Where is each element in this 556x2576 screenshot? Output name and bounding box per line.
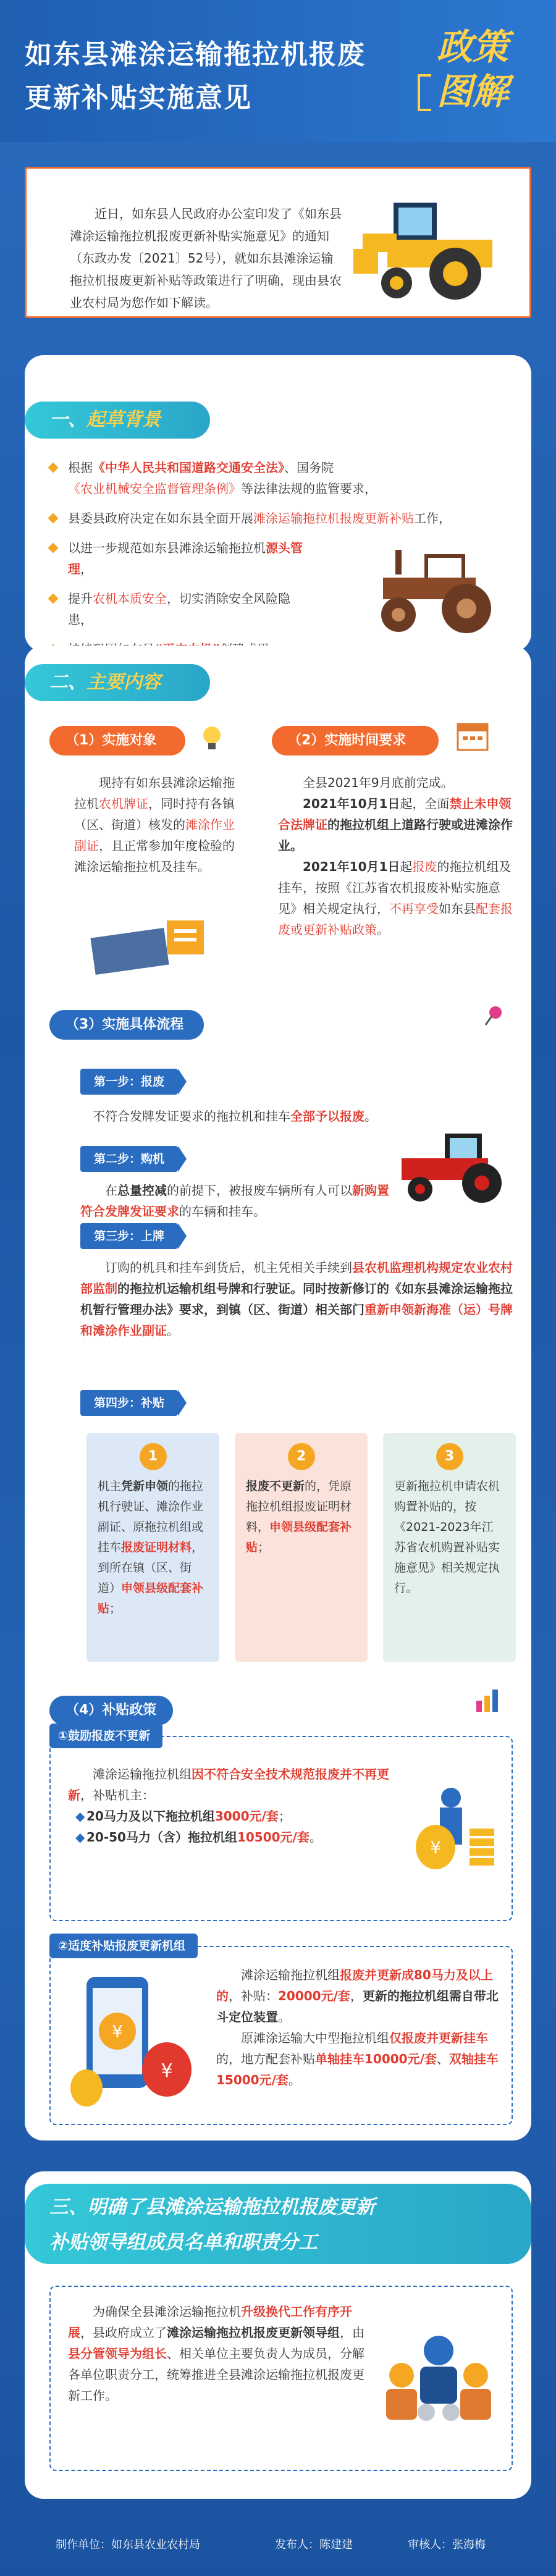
footer-maker: 制作单位：如东县农业农村局 xyxy=(56,2538,200,2551)
card-text: 机主凭新申领的拖拉机行驶证、滩涂作业副证、原拖拉机组或挂车报废证明材料，到所在镇（区、街道）申领县级配套补贴； xyxy=(98,1480,204,1615)
card-text: 报废不更新的，凭原拖拉机组报废证明材料，申领县级配套补贴； xyxy=(246,1480,352,1554)
section2-title-prefix: 二、 xyxy=(49,671,86,693)
step1-tag: 第一步：报废 xyxy=(80,1069,178,1095)
intro-text: 近日，如东县人民政府办公室印发了《如东县滩涂运输拖拉机报废更新补贴实施意见》的通知（东政办发〔2021〕52号），就如东县滩涂运输拖拉机报废更新补贴等政策进行了明确，现由县农业农村局为您作如下解读。 xyxy=(70,206,342,310)
page-title-line2: 更新补贴实施意见 xyxy=(25,82,252,114)
list-item: 提升农机本质安全，切实消除安全风险隐患， xyxy=(49,588,309,630)
bar-chart-icon xyxy=(473,1683,503,1714)
subsidy-card-2 xyxy=(235,1433,368,1662)
badge-line2: 图解 xyxy=(436,70,508,112)
sub2-text xyxy=(278,772,513,940)
page-title-line1: 如东县滩涂运输拖拉机报废 xyxy=(25,39,366,70)
svg-text:¥: ¥ xyxy=(430,1837,441,1858)
sub1-label: （1）实施对象 xyxy=(49,726,185,756)
step2-tag: 第二步：购机 xyxy=(80,1146,178,1172)
sub2-p1: 全县2021年9月底前完成。 xyxy=(303,775,453,790)
box2-text: 滩涂运输拖拉机组报废并更新成80马力及以上的，补贴：20000元/套，更新的拖拉机组需自带北斗定位装置。 原滩涂运输大中型拖拉机组仅报废并更新挂车的，地方配套补贴单轴挂车10000元/套、双轴挂车15000元/套。 xyxy=(216,1968,499,2087)
list-item: ◆ 20马力及以下拖拉机组3000元/套； xyxy=(75,1809,291,1824)
phone-payment-icon xyxy=(62,1971,204,2113)
badge-bracket xyxy=(418,74,431,111)
card-number: 1 xyxy=(140,1443,167,1470)
list-item: ◆ 20-50马力（含）拖拉机组10500元/套。 xyxy=(75,1830,322,1845)
section2-title: 主要内容 xyxy=(86,671,161,693)
section3-text: 为确保全县滩涂运输拖拉机升级换代工作有序开展，县政府成立了滩涂运输拖拉机报废更新领导组，由县分管领导为组长、相关单位主要负责人为成员，分解各单位职责分工，统筹推进全县滩涂运输拖拉机报废更新工作。 xyxy=(68,2304,364,2403)
section2-heading xyxy=(25,664,210,701)
box1-label: ①鼓励报废不更新 xyxy=(49,1724,162,1748)
sub2-p2: 2021年10月1日起，全面禁止未申领合法牌证的拖拉机组上道路行驶或进滩涂作业。 xyxy=(278,796,513,853)
lightbulb-icon xyxy=(196,720,227,757)
sub4-label: （4）补贴政策 xyxy=(49,1696,173,1725)
section1-heading xyxy=(25,402,210,439)
card-number: 3 xyxy=(436,1443,463,1470)
money-bag-coins-icon xyxy=(402,1785,507,1878)
svg-text:¥: ¥ xyxy=(161,2060,173,2082)
calendar-icon xyxy=(454,717,491,754)
list-item: 根据《中华人民共和国道路交通安全法》、国务院《农业机械安全监督管理条例》等法律法规的监管要求， xyxy=(49,457,500,499)
subsidy-card-3 xyxy=(383,1433,516,1662)
step3-tag: 第三步：上牌 xyxy=(80,1223,178,1249)
pushpin-icon xyxy=(482,1004,507,1029)
intro-box xyxy=(25,167,531,318)
list-item: 以进一步规范如东县滩涂运输拖拉机源头管理， xyxy=(49,537,309,579)
license-card-icon xyxy=(86,914,210,976)
red-tractor-icon xyxy=(395,1130,513,1205)
card-text: 更新拖拉机申请农机购置补贴的，按《2021-2023年江苏省农机购置补贴实施意见》相关规定执行。 xyxy=(394,1480,500,1595)
old-tractor-icon xyxy=(371,544,507,636)
box2-label: ②适度补贴报废更新机组 xyxy=(49,1934,198,1958)
sub2-label: （2）实施时间要求 xyxy=(272,726,439,756)
leadership-team-icon xyxy=(371,2326,507,2443)
section3-title-line2: 补贴领导组成员名单和职责分工 xyxy=(49,2231,318,2254)
section1-title-prefix: 一、 xyxy=(49,409,86,431)
step4-tag: 第四步：补贴 xyxy=(80,1390,178,1416)
page-header xyxy=(0,0,556,142)
sub2-p3: 2021年10月1日起报废的拖拉机组及挂车，按照《江苏省农机报废补贴实施意见》相关规定执行，不再享受如东县配套报废或更新补贴政策。 xyxy=(278,859,513,937)
subsidy-card-1 xyxy=(86,1433,219,1662)
yellow-tractor-icon xyxy=(350,190,517,301)
page-footer xyxy=(0,2514,556,2576)
svg-text:¥: ¥ xyxy=(112,2021,123,2042)
section3-title-line1: 三、明确了县滩涂运输拖拉机报废更新 xyxy=(49,2196,375,2218)
policy-illustration-badge xyxy=(414,25,531,117)
footer-reviewer: 审核人：张海梅 xyxy=(408,2538,486,2551)
sub1-text: 现持有如东县滩涂运输拖拉机农机牌证，同时持有各镇（区、街道）核发的滩涂作业副证，且正常参加年度检验的滩涂运输拖拉机及挂车。 xyxy=(74,775,235,874)
badge-line1: 政策 xyxy=(436,26,508,68)
section1-title: 起草背景 xyxy=(86,409,161,431)
step1-text: 不符合发牌发证要求的拖拉机和挂车全部予以报废。 xyxy=(93,1109,377,1124)
sub3-label: （3）实施具体流程 xyxy=(49,1010,204,1040)
step2-text: 在总量控减的前提下，被报废车辆所有人可以新购置符合发牌发证要求的车辆和挂车。 xyxy=(80,1183,389,1219)
list-item: 县委县政府决定在如东县全面开展滩涂运输拖拉机报废更新补贴工作， xyxy=(49,508,500,529)
step3-text: 订购的机具和挂车到货后，机主凭相关手续到县农机监理机构规定农业农村部监制的拖拉机运输机组号牌和行驶证。同时按新修订的《如东县滩涂运输拖拉机暂行管理办法》要求，到镇（区、街道）相关部门重新申领新海准（运）号牌和滩涂作业副证。 xyxy=(80,1260,513,1338)
box1-text: 滩涂运输拖拉机组因不符合安全技术规范报废并不再更新，补贴机主： ◆ 20马力及以下拖拉机组3000元/套； ◆ 20-50马力（含）拖拉机组10500元/套。 xyxy=(68,1764,389,1848)
card-number: 2 xyxy=(288,1443,315,1470)
footer-publisher: 发布人：陈建建 xyxy=(275,2538,353,2551)
